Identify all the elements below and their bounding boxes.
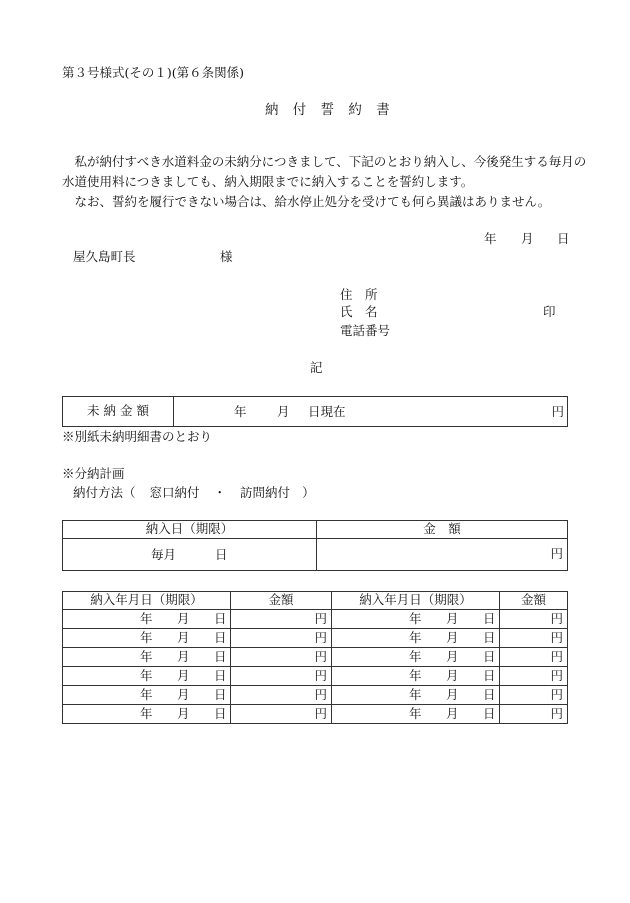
schedule-row [63, 686, 568, 705]
monthly-payment-table [62, 520, 568, 571]
monthly-day: 日 [215, 547, 228, 562]
schedule-date-cell-right[interactable] [332, 629, 500, 648]
schedule-header-amount-2-text: 金額 [520, 592, 546, 608]
schedule-amount-cell-right[interactable] [500, 667, 568, 686]
schedule-date-cell-left[interactable] [63, 648, 231, 667]
schedule-row [63, 610, 568, 629]
schedule-month: 月 [446, 668, 459, 683]
unpaid-month: 月 [277, 404, 290, 419]
schedule-amount-cell-left[interactable] [231, 610, 332, 629]
monthly-header-amount-text: 金 額 [423, 521, 461, 537]
phone-label: 電話番号 [340, 323, 391, 338]
unpaid-amount-table [62, 396, 568, 427]
schedule-date-cell-left[interactable] [63, 667, 231, 686]
method-counter[interactable]: 窓口納付 [149, 485, 200, 500]
body-para1-line1: 私が納付すべき水道料金の未納分につきまして、下記のとおり納入し、今後発生する毎月の [62, 154, 587, 169]
schedule-date-cell-right[interactable] [332, 667, 500, 686]
unpaid-day-as-of: 日現在 [308, 404, 346, 419]
schedule-amount-cell-left[interactable] [231, 648, 332, 667]
schedule-yen: 円 [550, 705, 563, 721]
schedule-day: 日 [214, 649, 227, 664]
schedule-date-cell-left[interactable] [63, 705, 231, 724]
schedule-amount-cell-right[interactable] [500, 629, 568, 648]
schedule-month: 月 [177, 649, 190, 664]
schedule-day: 日 [483, 630, 496, 645]
schedule-yen: 円 [314, 648, 327, 664]
method-separator: ・ [213, 485, 227, 500]
schedule-month: 月 [446, 706, 459, 721]
schedule-year: 年 [409, 630, 422, 645]
unpaid-label: 未 納 金 額 [87, 403, 149, 419]
schedule-date-cell-right[interactable] [332, 686, 500, 705]
seal-mark: 印 [543, 304, 556, 319]
schedule-year: 年 [409, 706, 422, 721]
schedule-month: 月 [177, 668, 190, 683]
date-year: 年 [484, 231, 497, 246]
schedule-year: 年 [409, 668, 422, 683]
schedule-year: 年 [409, 649, 422, 664]
schedule-year: 年 [140, 706, 153, 721]
method-suffix: ） [302, 485, 315, 500]
schedule-yen: 円 [550, 610, 563, 626]
schedule-month: 月 [446, 687, 459, 702]
address-label: 住 所 [340, 287, 378, 302]
schedule-year: 年 [409, 611, 422, 626]
ki-heading: 記 [310, 360, 323, 375]
date-month: 月 [521, 231, 534, 246]
schedule-month: 月 [177, 611, 190, 626]
schedule-header-amount-2 [500, 592, 568, 610]
payment-method-line [73, 487, 315, 500]
method-prefix: 納付方法（ [73, 485, 136, 500]
schedule-header-date-1 [63, 592, 231, 610]
schedule-row [63, 629, 568, 648]
schedule-year: 年 [140, 611, 153, 626]
schedule-yen: 円 [314, 610, 327, 626]
body-para1-line2: 水道使用料につきましても、納入期限までに納入することを誓約します。 [62, 174, 474, 189]
schedule-year: 年 [140, 649, 153, 664]
schedule-yen: 円 [550, 686, 563, 702]
schedule-amount-cell-right[interactable] [500, 686, 568, 705]
schedule-row [63, 705, 568, 724]
schedule-day: 日 [214, 668, 227, 683]
plan-heading: ※分納計画 [62, 466, 125, 481]
unpaid-label-cell [63, 397, 174, 427]
schedule-year: 年 [409, 687, 422, 702]
schedule-date-cell-right[interactable] [332, 705, 500, 724]
schedule-header-date-1-text: 納入年月日（期限） [90, 592, 203, 608]
schedule-yen: 円 [314, 705, 327, 721]
unpaid-year: 年 [234, 404, 247, 419]
monthly-header-date-text: 納入日（期限） [145, 521, 234, 537]
document-title: 納 付 誓 約 書 [265, 102, 395, 118]
date-day: 日 [557, 231, 570, 246]
schedule-table [62, 591, 568, 724]
schedule-day: 日 [214, 687, 227, 702]
schedule-day: 日 [214, 611, 227, 626]
schedule-month: 月 [446, 649, 459, 664]
schedule-amount-cell-left[interactable] [231, 686, 332, 705]
schedule-amount-cell-left[interactable] [231, 629, 332, 648]
unpaid-value-cell[interactable] [174, 397, 568, 427]
schedule-year: 年 [140, 668, 153, 683]
schedule-day: 日 [483, 611, 496, 626]
monthly-amount-cell[interactable] [317, 539, 568, 571]
schedule-day: 日 [483, 649, 496, 664]
every-month: 毎月 [151, 547, 177, 562]
form-number: 第３号様式(その１)(第６条関係) [62, 65, 245, 80]
schedule-yen: 円 [314, 629, 327, 645]
schedule-amount-cell-right[interactable] [500, 610, 568, 629]
schedule-month: 月 [446, 611, 459, 626]
schedule-month: 月 [177, 687, 190, 702]
schedule-date-cell-right[interactable] [332, 648, 500, 667]
schedule-row [63, 667, 568, 686]
name-label: 氏 名 [340, 304, 378, 319]
addressee-honorific: 様 [220, 249, 233, 264]
schedule-month: 月 [446, 630, 459, 645]
monthly-header-date [63, 521, 317, 539]
schedule-month: 月 [177, 630, 190, 645]
schedule-date-cell-right[interactable] [332, 610, 500, 629]
schedule-amount-cell-left[interactable] [231, 705, 332, 724]
schedule-header-amount-1-text: 金額 [268, 592, 294, 608]
schedule-row [63, 648, 568, 667]
schedule-day: 日 [483, 668, 496, 683]
schedule-year: 年 [140, 630, 153, 645]
schedule-date-cell-left[interactable] [63, 686, 231, 705]
schedule-day: 日 [214, 630, 227, 645]
schedule-day: 日 [483, 687, 496, 702]
unpaid-note: ※別紙未納明細書のとおり [62, 429, 213, 444]
schedule-header-amount-1 [231, 592, 332, 610]
schedule-month: 月 [177, 706, 190, 721]
schedule-amount-cell-right[interactable] [500, 705, 568, 724]
schedule-yen: 円 [314, 686, 327, 702]
monthly-date-cell[interactable] [63, 539, 317, 571]
schedule-yen: 円 [314, 667, 327, 683]
schedule-day: 日 [483, 706, 496, 721]
unpaid-yen: 円 [551, 404, 564, 419]
schedule-yen: 円 [550, 629, 563, 645]
schedule-amount-cell-right[interactable] [500, 648, 568, 667]
addressee-name: 屋久島町長 [73, 249, 136, 264]
schedule-day: 日 [214, 706, 227, 721]
schedule-date-cell-left[interactable] [63, 629, 231, 648]
body-para2: なお、誓約を履行できない場合は、給水停止処分を受けても何ら異議はありません。 [62, 194, 551, 209]
schedule-header-date-2-text: 納入年月日（期限） [359, 592, 472, 608]
schedule-date-cell-left[interactable] [63, 610, 231, 629]
schedule-header-date-2 [332, 592, 500, 610]
method-visit[interactable]: 訪問納付 [240, 485, 291, 500]
schedule-yen: 円 [550, 648, 563, 664]
monthly-yen: 円 [550, 546, 563, 562]
schedule-year: 年 [140, 687, 153, 702]
schedule-amount-cell-left[interactable] [231, 667, 332, 686]
monthly-header-amount [317, 521, 568, 539]
schedule-yen: 円 [550, 667, 563, 683]
